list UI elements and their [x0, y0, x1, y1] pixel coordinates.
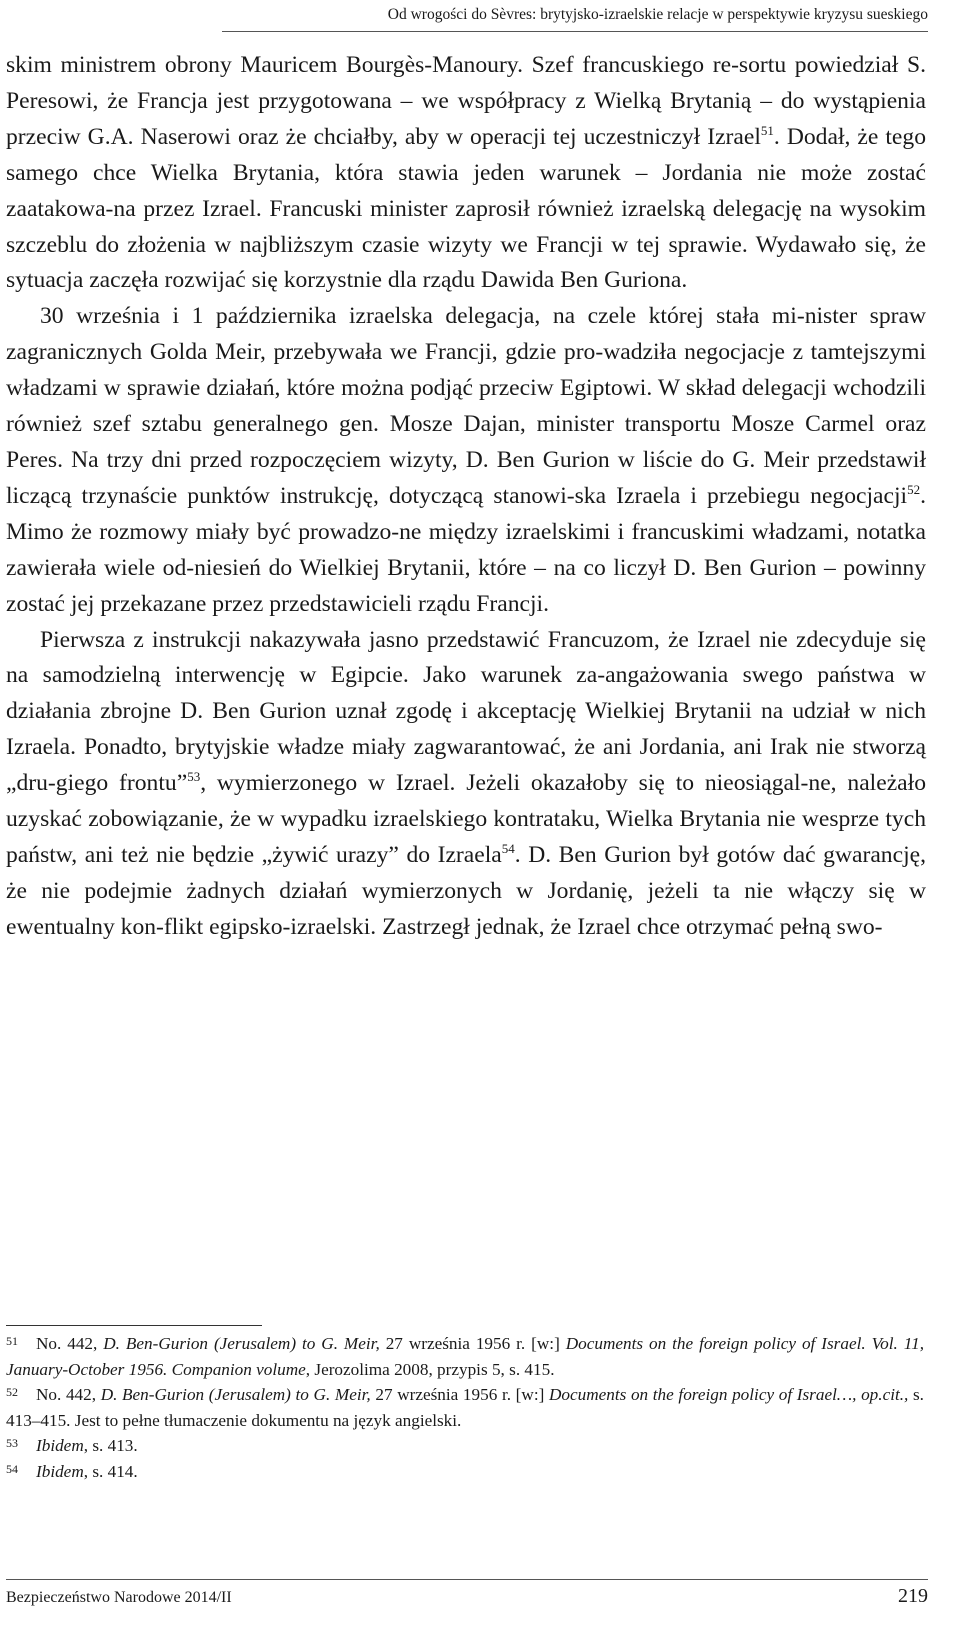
body-text — [6, 48, 926, 946]
running-title: Od wrogości do Sèvres: brytyjsko-izraelskie relacje w perspektywie kryzysu sueskiego — [387, 6, 928, 23]
footnote-text: , Jerozolima 2008, przypis 5, s. 415. — [305, 1359, 555, 1379]
paragraph-text: 30 września i 1 października izraelska delegacja, na czele której stała mi-nister spraw zagranicznych Golda Meir, przebywała we Francji, gdzie pro-wadziła negocjacje z tamtejszymi władzami w sprawie działań, które można podjąć przeciw Egiptowi. W skład delegacji wchodzili również szef sztabu generalnego gen. Mosze Dajan, minister transportu Mosze Carmel oraz Peres. Na trzy dni przed rozpoczęciem wizyty, D. Ben Gurion w liście do G. Meir przedstawił liczącą trzynaście punktów instrukcję, dotyczącą stanowi-ska Izraela i przebiegu negocjacji — [6, 303, 926, 509]
footnote: 51 No. 442, D. Ben-Gurion (Jerusalem) to G. Meir, 27 września 1956 r. [w:] Documents on the foreign policy of Israel. Vol. 11, January-October 1956. Companion volume, Jerozolima 2008, przypis 5, s. 415. — [6, 1334, 924, 1379]
paragraph-text: . Dodał, że tego samego chce Wielka Brytania, która stawia jeden warunek – Jordania nie może zostać zaatakowa-na przez Izrael. Francuski minister zaprosił również izraelską delegację na wysokim szczeblu do złożenia w najbliższym czasie wizyty we Francji w tej sprawie. Wydawało się, że sytuacja zaczęła rozwijać się korzystnie dla rządu Dawida Ben Guriona. — [6, 123, 926, 294]
running-header — [0, 0, 960, 40]
footnote-title: Ibidem — [36, 1436, 84, 1456]
footnotes — [6, 1331, 924, 1485]
paragraph — [6, 48, 926, 299]
footnote: 52 No. 442, D. Ben-Gurion (Jerusalem) to G. Meir, 27 września 1956 r. [w:] Documents on the foreign policy of Israel…, op.cit., s. 413–415. Jest to pełne tłumaczenie dokumentu na język angielski. — [6, 1385, 924, 1430]
paragraph — [6, 623, 926, 946]
paragraph — [6, 299, 926, 622]
header-rule — [222, 31, 928, 32]
footnote-text: 27 września 1956 r. [w:] — [370, 1385, 549, 1405]
footnote-text: s. 413–415. Jest to pełne tłumaczenie dokumentu na język angielski. — [6, 1385, 924, 1430]
footnote-text: , s. 414. — [83, 1461, 138, 1481]
footnote-ref[interactable]: 51 — [760, 122, 774, 138]
paragraph-text: , wymierzonego w Izrael. Jeżeli okazałoby się to nieosiągal-ne, należało uzyskać zobowiązanie, że w wypadku izraelskiego kontrataku, Wielka Brytania nie wesprze tych państw, ani też nie będzie „żywić urazy” do Izraela — [6, 770, 926, 868]
footnote: 54 Ibidem, s. 414. — [6, 1461, 138, 1481]
paragraph-text: . D. Ben Gurion był gotów dać gwarancję, że nie podejmie żadnych działań wymierzonych w Jordanię, jeżeli ta nie włączy się w ewentualny kon-flikt egipsko-izraelski. Zastrzegł jednak, że Izrael chce otrzymać pełną swo- — [6, 841, 926, 940]
paragraph-text: skim ministrem obrony Mauricem Bourgès-Manoury. Szef francuskiego re-sortu powiedział S. Peresowi, że Francja jest przygotowana – we współpracy z Wielką Brytanią – do wystąpienia przeciw G.A. Naserowi oraz że chciałby, aby w operacji tej uczestniczył Izrael — [6, 52, 926, 150]
footnote-ref[interactable]: 53 — [187, 769, 201, 785]
footnote-text: , s. 413. — [83, 1436, 138, 1456]
footnote-title: Ibidem — [36, 1461, 84, 1481]
footnote-title: D. Ben-Gurion (Jerusalem) to G. Meir, — [103, 1334, 380, 1353]
footnote-title: D. Ben-Gurion (Jerusalem) to G. Meir, — [100, 1385, 371, 1405]
footnote-ref[interactable]: 54 — [501, 841, 515, 857]
footer-rule — [6, 1579, 928, 1580]
footnote-ref[interactable]: 52 — [907, 482, 921, 498]
journal-name: Bezpieczeństwo Narodowe 2014/II — [6, 1589, 232, 1606]
footnote-text: No. 442, — [36, 1385, 101, 1405]
footnote-text: No. 442, — [36, 1334, 104, 1353]
footnote-title: Documents on the foreign policy of Israel…, op.cit., — [548, 1385, 909, 1405]
page-footer — [0, 1575, 960, 1625]
paragraph-text: . Mimo że rozmowy miały być prowadzo-ne między izraelskimi i francuskimi władzami, notatka zawierała wiele od-niesień do Wielkiej Brytanii, które – na co liczył D. Ben Gurion – powinny zostać jej przekazane przez przedstawicieli rządu Francji. — [6, 482, 926, 617]
footnote: 53 Ibidem, s. 413. — [6, 1436, 138, 1456]
footnote-rule — [6, 1325, 262, 1326]
paragraph-text: Pierwsza z instrukcji nakazywała jasno przedstawić Francuzom, że Izrael nie zdecyduje się na samodzielną interwencję w Egipcie. Jako warunek za-angażowania swego państwa w działania zbrojne D. Ben Gurion uznał zgodę i akceptację Wielkiej Brytanii na udział w nich Izraela. Ponadto, brytyjskie władze miały zagwarantować, że ani Jordania, ani Irak nie stworzą „dru-giego frontu” — [6, 626, 926, 797]
footnote-title: Documents on the foreign policy of Israel. Vol. 11, January-October 1956. Companion volume — [6, 1334, 924, 1379]
footnote-text: 27 września 1956 r. [w:] — [379, 1334, 566, 1353]
page-number: 219 — [898, 1585, 928, 1607]
